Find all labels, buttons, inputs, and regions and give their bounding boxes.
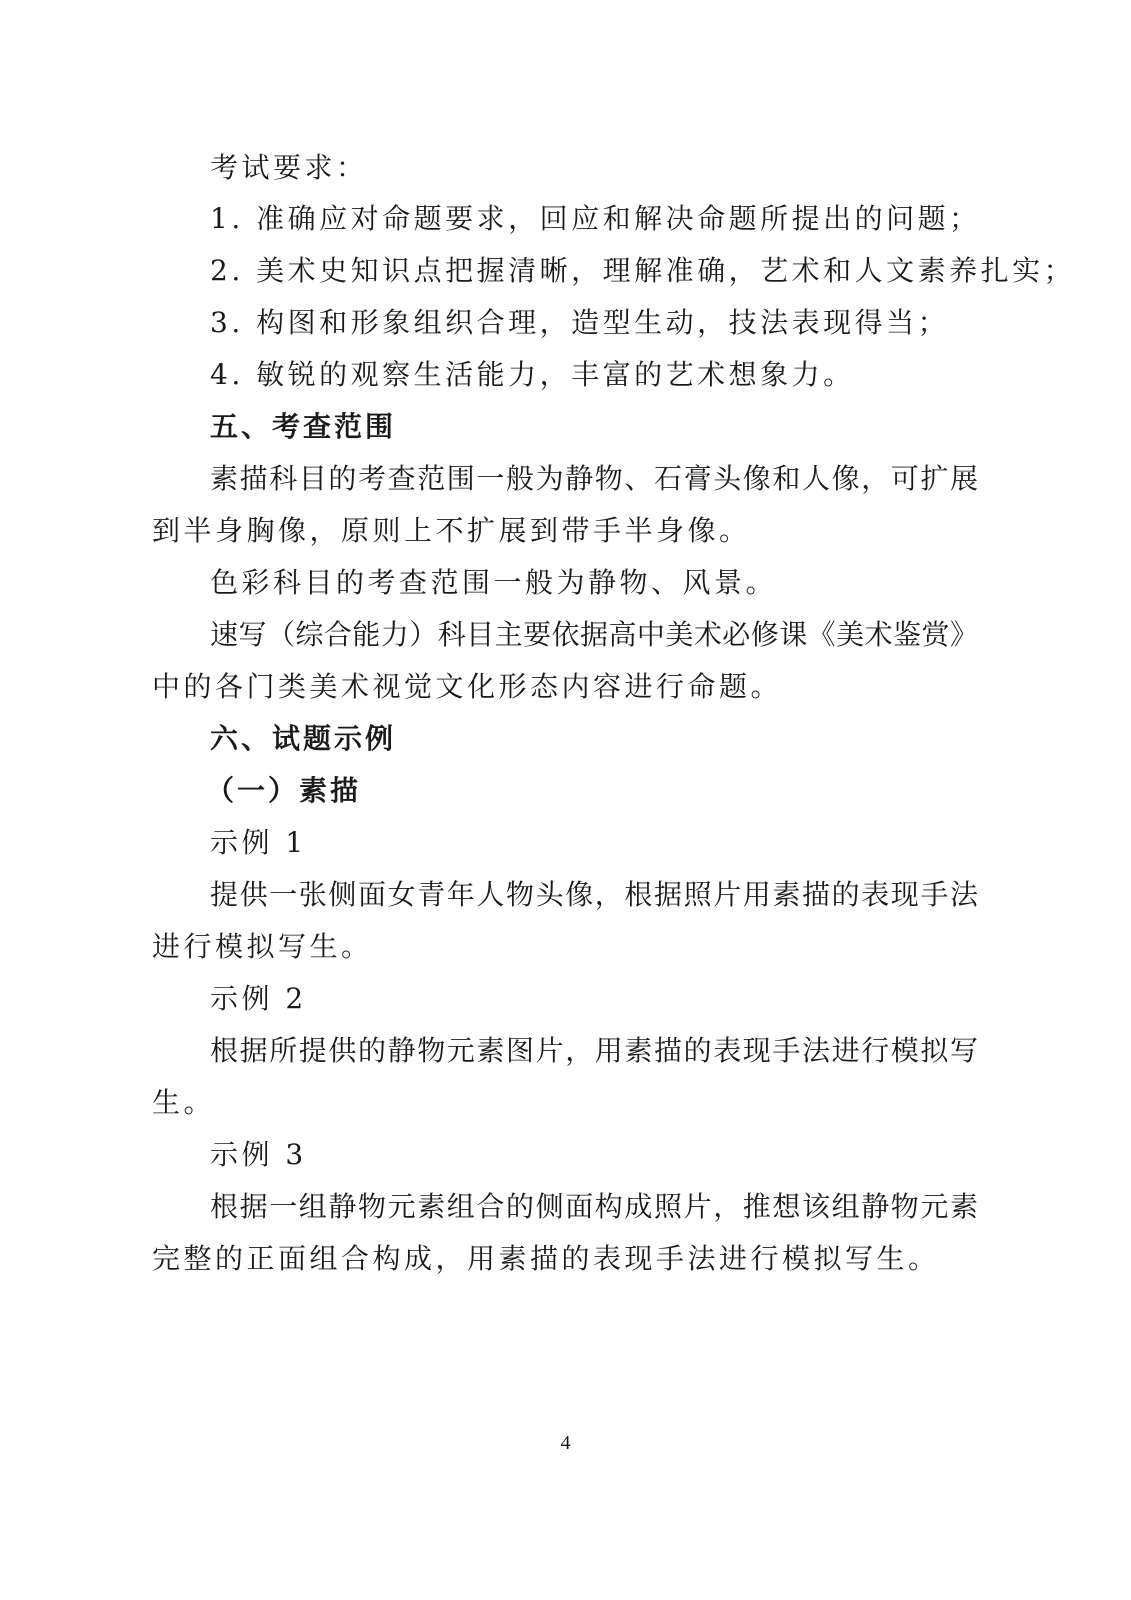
section-5-paragraph-2: 色彩科目的考查范围一般为静物、风景。	[210, 566, 778, 599]
requirement-item-3: 3. 构图和形象组织合理，造型生动，技法表现得当；	[210, 306, 950, 339]
example-3-line-2: 完整的正面组合构成，用素描的表现手法进行模拟写生。	[152, 1242, 940, 1275]
requirement-item-1: 1. 准确应对命题要求，回应和解决命题所提出的问题；	[210, 202, 981, 235]
section-5-paragraph-3-line-1: 速写（综合能力）科目主要依据高中美术必修课《美术鉴赏》	[210, 618, 978, 651]
example-1-title: 示例 1	[210, 826, 307, 859]
page-number: 4	[560, 1432, 571, 1454]
section-5-paragraph-1-line-1: 素描科目的考查范围一般为静物、石膏头像和人像，可扩展	[210, 462, 978, 495]
requirement-item-4: 4. 敏锐的观察生活能力，丰富的艺术想象力。	[210, 358, 855, 391]
example-2-line-1: 根据所提供的静物元素图片，用素描的表现手法进行模拟写	[210, 1034, 978, 1067]
example-1-line-2: 进行模拟写生。	[152, 930, 373, 963]
requirement-item-2: 2. 美术史知识点把握清晰，理解准确，艺术和人文素养扎实；	[210, 254, 1076, 287]
section-6-heading: 六、试题示例	[210, 722, 397, 755]
section-5-paragraph-3-line-2: 中的各门类美术视觉文化形态内容进行命题。	[152, 670, 783, 703]
section-5-heading: 五、考查范围	[210, 410, 397, 443]
example-3-title: 示例 3	[210, 1138, 307, 1171]
section-5-paragraph-1-line-2: 到半身胸像，原则上不扩展到带手半身像。	[152, 514, 751, 547]
requirements-heading: 考试要求：	[210, 151, 368, 184]
section-6-subheading: （一）素描	[206, 774, 362, 807]
example-2-line-2: 生。	[152, 1086, 216, 1119]
example-2-title: 示例 2	[210, 982, 307, 1015]
example-1-line-1: 提供一张侧面女青年人物头像，根据照片用素描的表现手法	[210, 878, 978, 911]
example-3-line-1: 根据一组静物元素组合的侧面构成照片，推想该组静物元素	[210, 1190, 978, 1223]
